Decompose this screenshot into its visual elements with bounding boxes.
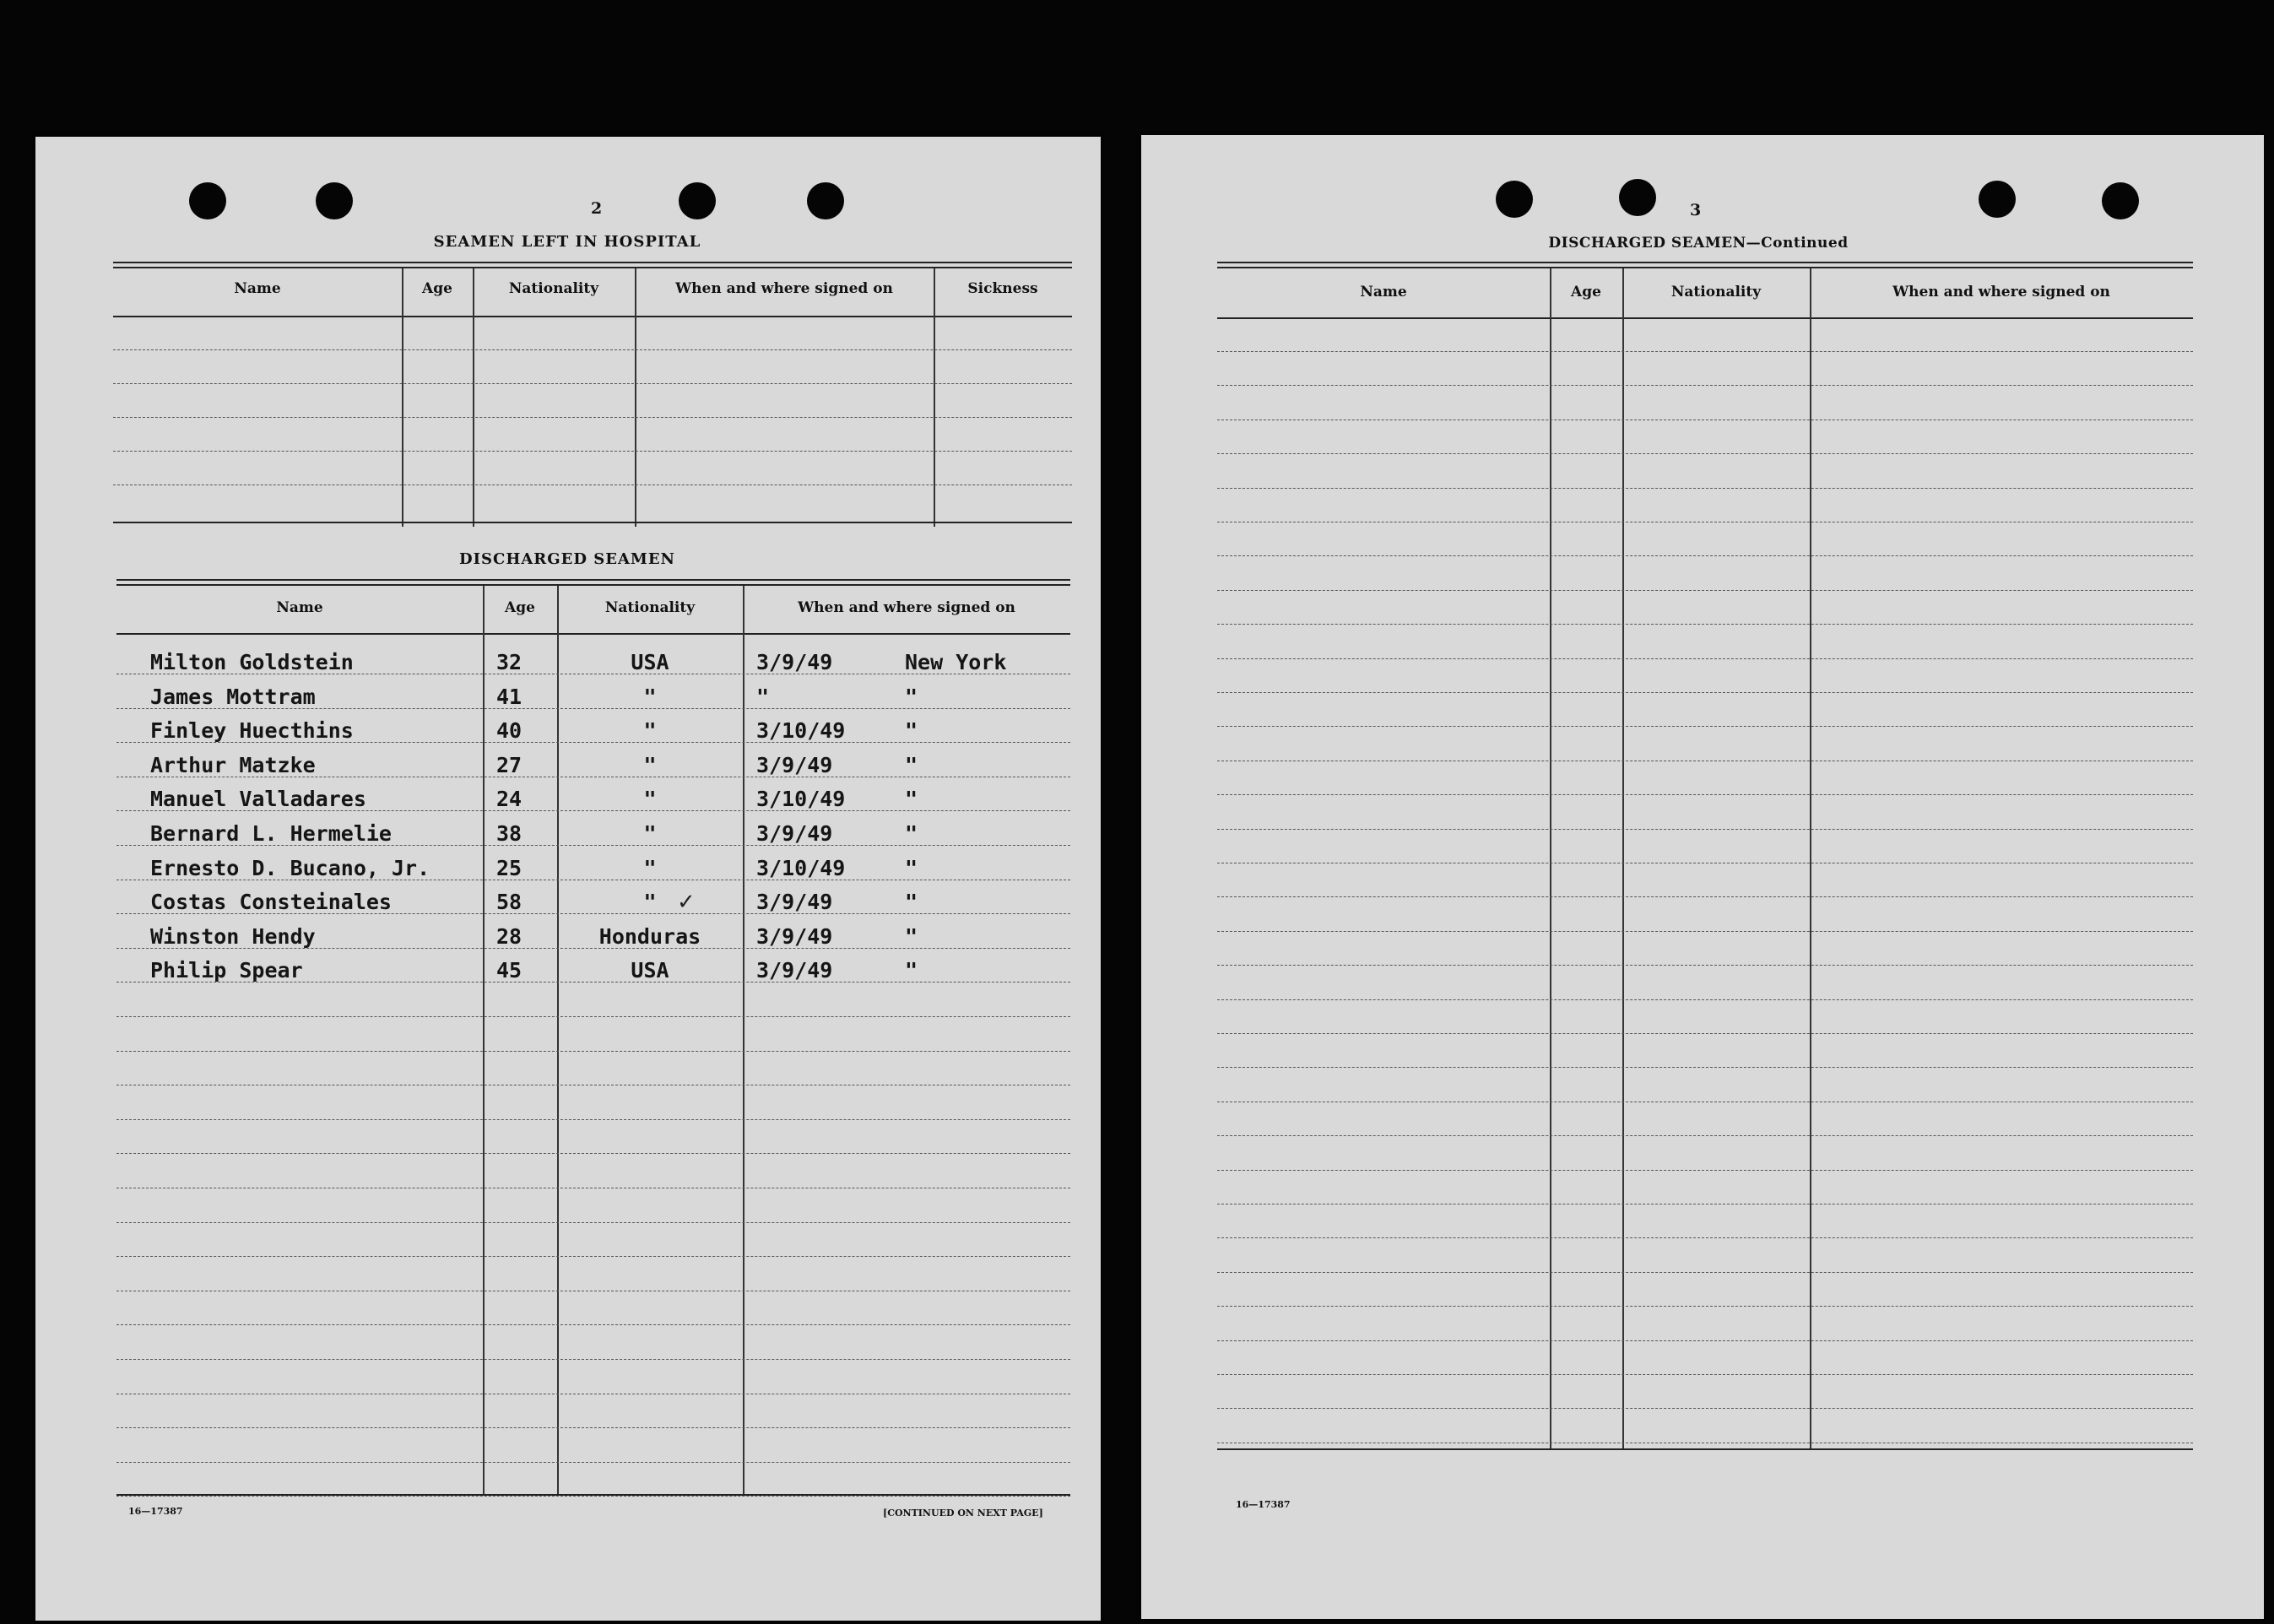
column-divider bbox=[483, 586, 485, 1494]
cell-age: 58 bbox=[496, 890, 522, 915]
cell-name: Ernesto D. Bucano, Jr. bbox=[150, 855, 430, 880]
column-divider bbox=[473, 268, 474, 527]
cell-age: 28 bbox=[496, 923, 522, 949]
col-header-age: Age bbox=[422, 280, 452, 297]
row-rule bbox=[113, 484, 1072, 485]
row-rule bbox=[113, 417, 1072, 418]
col-header-signed-on: When and where signed on bbox=[1892, 284, 2110, 300]
row-rule bbox=[116, 742, 1070, 743]
cell-age: 45 bbox=[496, 958, 522, 983]
column-divider bbox=[635, 268, 636, 527]
col-header-age: Age bbox=[505, 599, 535, 616]
continued-title: DISCHARGED SEAMEN—Continued bbox=[1548, 235, 1849, 252]
row-rule bbox=[1217, 351, 2193, 352]
page-number: 3 bbox=[1690, 201, 1702, 219]
row-rule bbox=[113, 451, 1072, 452]
cell-place: " bbox=[905, 890, 918, 915]
punch-hole bbox=[1619, 179, 1656, 216]
row-rule bbox=[116, 1016, 1070, 1017]
row-rule bbox=[1217, 896, 2193, 897]
row-rule bbox=[1217, 965, 2193, 966]
hospital-title: SEAMEN LEFT IN HOSPITAL bbox=[433, 233, 701, 251]
cell-name: Winston Hendy bbox=[150, 923, 316, 949]
punch-hole bbox=[679, 182, 716, 219]
row-rule bbox=[116, 1222, 1070, 1223]
cell-name: Costas Consteinales bbox=[150, 890, 392, 915]
cell-nationality: USA bbox=[631, 650, 669, 674]
table-top-rule bbox=[1217, 262, 2193, 268]
cell-date: 3/9/49 bbox=[756, 821, 833, 846]
cell-age: 38 bbox=[496, 821, 522, 846]
row-rule bbox=[1217, 1135, 2193, 1136]
table-bottom-rule bbox=[1217, 1448, 2193, 1450]
row-rule bbox=[1217, 1067, 2193, 1068]
row-rule bbox=[116, 1462, 1070, 1463]
cell-nationality: " bbox=[643, 787, 657, 812]
left-page bbox=[35, 137, 1101, 1621]
cell-nationality: " bbox=[643, 684, 657, 709]
row-rule bbox=[116, 845, 1070, 846]
cell-place: " bbox=[905, 855, 918, 880]
cell-age: 41 bbox=[496, 684, 522, 709]
cell-place: " bbox=[905, 821, 918, 846]
row-rule bbox=[116, 1153, 1070, 1154]
cell-place: New York bbox=[905, 650, 1007, 674]
cell-date: 3/10/49 bbox=[756, 718, 846, 744]
header-bottom-rule bbox=[116, 633, 1070, 635]
page-number: 2 bbox=[591, 199, 603, 218]
cell-place: " bbox=[905, 752, 918, 777]
column-divider bbox=[1622, 268, 1624, 1450]
row-rule bbox=[1217, 1170, 2193, 1171]
row-rule bbox=[1217, 488, 2193, 489]
header-bottom-rule bbox=[1217, 317, 2193, 319]
row-rule bbox=[116, 1119, 1070, 1120]
cell-place: " bbox=[905, 718, 918, 744]
cell-place: " bbox=[905, 787, 918, 812]
col-header-age: Age bbox=[1571, 284, 1601, 300]
row-rule bbox=[1217, 1272, 2193, 1273]
cell-name: James Mottram bbox=[150, 684, 316, 709]
row-rule bbox=[116, 810, 1070, 811]
punch-hole bbox=[807, 182, 844, 219]
table-bottom-rule bbox=[116, 1494, 1070, 1496]
row-rule bbox=[1217, 726, 2193, 727]
row-rule bbox=[1217, 624, 2193, 625]
cell-place: " bbox=[905, 684, 918, 709]
row-rule bbox=[1217, 794, 2193, 795]
cell-name: Manuel Valladares bbox=[150, 787, 366, 812]
cell-date: 3/9/49 bbox=[756, 752, 833, 777]
column-divider bbox=[1550, 268, 1551, 1450]
check-mark: ✓ bbox=[677, 890, 696, 915]
punch-hole bbox=[1979, 181, 2016, 218]
cell-nationality: " bbox=[643, 718, 657, 744]
column-divider bbox=[934, 268, 935, 527]
cell-age: 25 bbox=[496, 855, 522, 880]
punch-hole bbox=[316, 182, 353, 219]
column-divider bbox=[1810, 268, 1811, 1450]
discharged-table bbox=[116, 579, 1070, 1508]
column-divider bbox=[743, 586, 744, 1494]
cell-nationality: " bbox=[643, 752, 657, 777]
cell-name: Arthur Matzke bbox=[150, 752, 316, 777]
row-rule bbox=[1217, 1033, 2193, 1034]
continued-table bbox=[1217, 262, 2193, 1460]
row-rule bbox=[1217, 999, 2193, 1000]
cell-age: 27 bbox=[496, 752, 522, 777]
row-rule bbox=[116, 982, 1070, 983]
col-header-nationality: Nationality bbox=[508, 280, 599, 297]
cell-date: 3/9/49 bbox=[756, 923, 833, 949]
row-rule bbox=[116, 1359, 1070, 1360]
table-top-rule bbox=[113, 262, 1072, 268]
punch-hole bbox=[1496, 181, 1533, 218]
row-rule bbox=[1217, 1340, 2193, 1341]
form-number: 16—17387 bbox=[1236, 1499, 1291, 1510]
row-rule bbox=[1217, 453, 2193, 454]
cell-date: 3/10/49 bbox=[756, 855, 846, 880]
cell-age: 40 bbox=[496, 718, 522, 744]
row-rule bbox=[1217, 1237, 2193, 1238]
cell-place: " bbox=[905, 958, 918, 983]
row-rule bbox=[116, 913, 1070, 914]
row-rule bbox=[1217, 692, 2193, 693]
col-header-sickness: Sickness bbox=[967, 280, 1038, 297]
table-top-rule bbox=[116, 579, 1070, 586]
cell-nationality: Honduras bbox=[598, 923, 701, 949]
row-rule bbox=[1217, 1408, 2193, 1409]
cell-place: " bbox=[905, 923, 918, 949]
row-rule bbox=[116, 1496, 1070, 1497]
row-rule bbox=[1217, 1306, 2193, 1307]
row-rule bbox=[1217, 1374, 2193, 1375]
table-bottom-rule bbox=[113, 522, 1072, 523]
cell-nationality: " bbox=[643, 855, 657, 880]
punch-hole bbox=[2102, 182, 2139, 219]
col-header-nationality: Nationality bbox=[1670, 284, 1762, 300]
cell-name: Finley Huecthins bbox=[150, 718, 354, 744]
col-header-signed-on: When and where signed on bbox=[675, 280, 893, 297]
form-number: 16—17387 bbox=[128, 1506, 183, 1517]
row-rule bbox=[1217, 590, 2193, 591]
row-rule bbox=[1217, 931, 2193, 932]
row-rule bbox=[116, 1324, 1070, 1325]
row-rule bbox=[116, 1427, 1070, 1428]
cell-nationality: USA bbox=[631, 958, 669, 983]
row-rule bbox=[1217, 555, 2193, 556]
col-header-name: Name bbox=[276, 599, 323, 616]
row-rule bbox=[1217, 385, 2193, 386]
continued-note: [CONTINUED ON NEXT PAGE] bbox=[883, 1508, 1043, 1518]
col-header-name: Name bbox=[234, 280, 281, 297]
discharged-title: DISCHARGED SEAMEN bbox=[458, 550, 676, 568]
col-header-nationality: Nationality bbox=[604, 599, 696, 616]
cell-name: Bernard L. Hermelie bbox=[150, 821, 392, 846]
row-rule bbox=[1217, 658, 2193, 659]
cell-date: 3/10/49 bbox=[756, 787, 846, 812]
cell-date: 3/9/49 bbox=[756, 890, 833, 915]
cell-name: Philip Spear bbox=[150, 958, 303, 983]
row-rule bbox=[116, 1256, 1070, 1257]
cell-nationality: " bbox=[643, 821, 657, 846]
punch-hole bbox=[189, 182, 226, 219]
row-rule bbox=[116, 1051, 1070, 1052]
cell-date: 3/9/49 bbox=[756, 958, 833, 983]
col-header-name: Name bbox=[1360, 284, 1407, 300]
cell-date: " bbox=[756, 684, 770, 709]
header-bottom-rule bbox=[113, 316, 1072, 317]
cell-age: 24 bbox=[496, 787, 522, 812]
row-rule bbox=[1217, 829, 2193, 830]
row-rule bbox=[113, 349, 1072, 350]
cell-date: 3/9/49 bbox=[756, 650, 833, 674]
row-rule bbox=[116, 708, 1070, 709]
cell-nationality: " bbox=[643, 890, 657, 915]
row-rule bbox=[116, 948, 1070, 949]
col-header-signed-on: When and where signed on bbox=[798, 599, 1015, 616]
row-rule bbox=[113, 383, 1072, 384]
cell-name: Milton Goldstein bbox=[150, 650, 354, 674]
right-page bbox=[1141, 135, 2264, 1619]
cell-age: 32 bbox=[496, 650, 522, 674]
column-divider bbox=[402, 268, 403, 527]
